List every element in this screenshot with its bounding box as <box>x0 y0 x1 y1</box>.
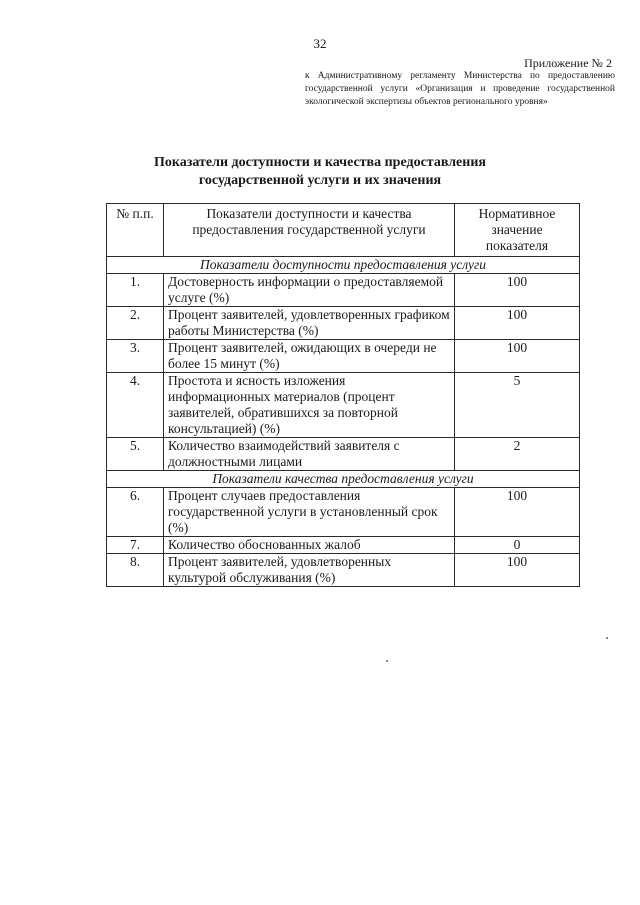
scan-speck <box>606 637 608 639</box>
row-number: 7. <box>107 537 164 554</box>
table-header-row <box>107 204 580 257</box>
header-indicator: Показатели доступности и качества предоставления государственной услуги <box>164 204 455 257</box>
document-title <box>0 154 640 190</box>
row-number: 2. <box>107 307 164 340</box>
row-indicator: Процент заявителей, удовлетворенных графиком работы Министерства (%) <box>164 307 455 340</box>
row-indicator: Простота и ясность изложения информационных материалов (процент заявителей, обратившихся за повторной консультацией) (%) <box>164 373 455 438</box>
row-value: 0 <box>455 537 580 554</box>
row-value: 100 <box>455 307 580 340</box>
table-row <box>107 488 580 537</box>
section-title-quality: Показатели качества предоставления услуги <box>107 471 580 488</box>
row-value: 100 <box>455 554 580 587</box>
row-number: 8. <box>107 554 164 587</box>
title-line-2: государственной услуги и их значения <box>198 173 442 188</box>
appendix-label: Приложение № 2 <box>524 56 612 70</box>
row-indicator: Процент случаев предоставления государственной услуги в установленный срок (%) <box>164 488 455 537</box>
row-indicator: Количество взаимодействий заявителя с должностными лицами <box>164 438 455 471</box>
row-value: 2 <box>455 438 580 471</box>
scan-speck <box>386 660 388 662</box>
title-line-1: Показатели доступности и качества предоставления <box>154 155 486 170</box>
table-row <box>107 554 580 587</box>
row-indicator: Процент заявителей, удовлетворенных культурой обслуживания (%) <box>164 554 455 587</box>
row-value: 100 <box>455 340 580 373</box>
appendix-text: к Административному регламенту Министерства по предоставлению государственной услуги «Организация и проведение государственной экологической экспертизы объектов регионального уровня» <box>305 71 615 107</box>
row-indicator: Достоверность информации о предоставляемой услуге (%) <box>164 274 455 307</box>
header-number: № п.п. <box>107 204 164 257</box>
row-value: 100 <box>455 274 580 307</box>
row-number: 4. <box>107 373 164 438</box>
row-value: 100 <box>455 488 580 537</box>
header-value: Нормативное значение показателя <box>455 204 580 257</box>
section-title-accessibility: Показатели доступности предоставления услуги <box>107 257 580 274</box>
section-row-accessibility <box>107 257 580 274</box>
row-number: 3. <box>107 340 164 373</box>
table-row <box>107 340 580 373</box>
page-number: 32 <box>313 36 327 51</box>
table-row <box>107 537 580 554</box>
row-number: 5. <box>107 438 164 471</box>
table-row <box>107 438 580 471</box>
table-row <box>107 274 580 307</box>
row-number: 6. <box>107 488 164 537</box>
row-indicator: Количество обоснованных жалоб <box>164 537 455 554</box>
row-indicator: Процент заявителей, ожидающих в очереди не более 15 минут (%) <box>164 340 455 373</box>
row-value: 5 <box>455 373 580 438</box>
section-row-quality <box>107 471 580 488</box>
table-row <box>107 307 580 340</box>
indicators-table <box>106 203 580 587</box>
row-number: 1. <box>107 274 164 307</box>
table-row <box>107 373 580 438</box>
